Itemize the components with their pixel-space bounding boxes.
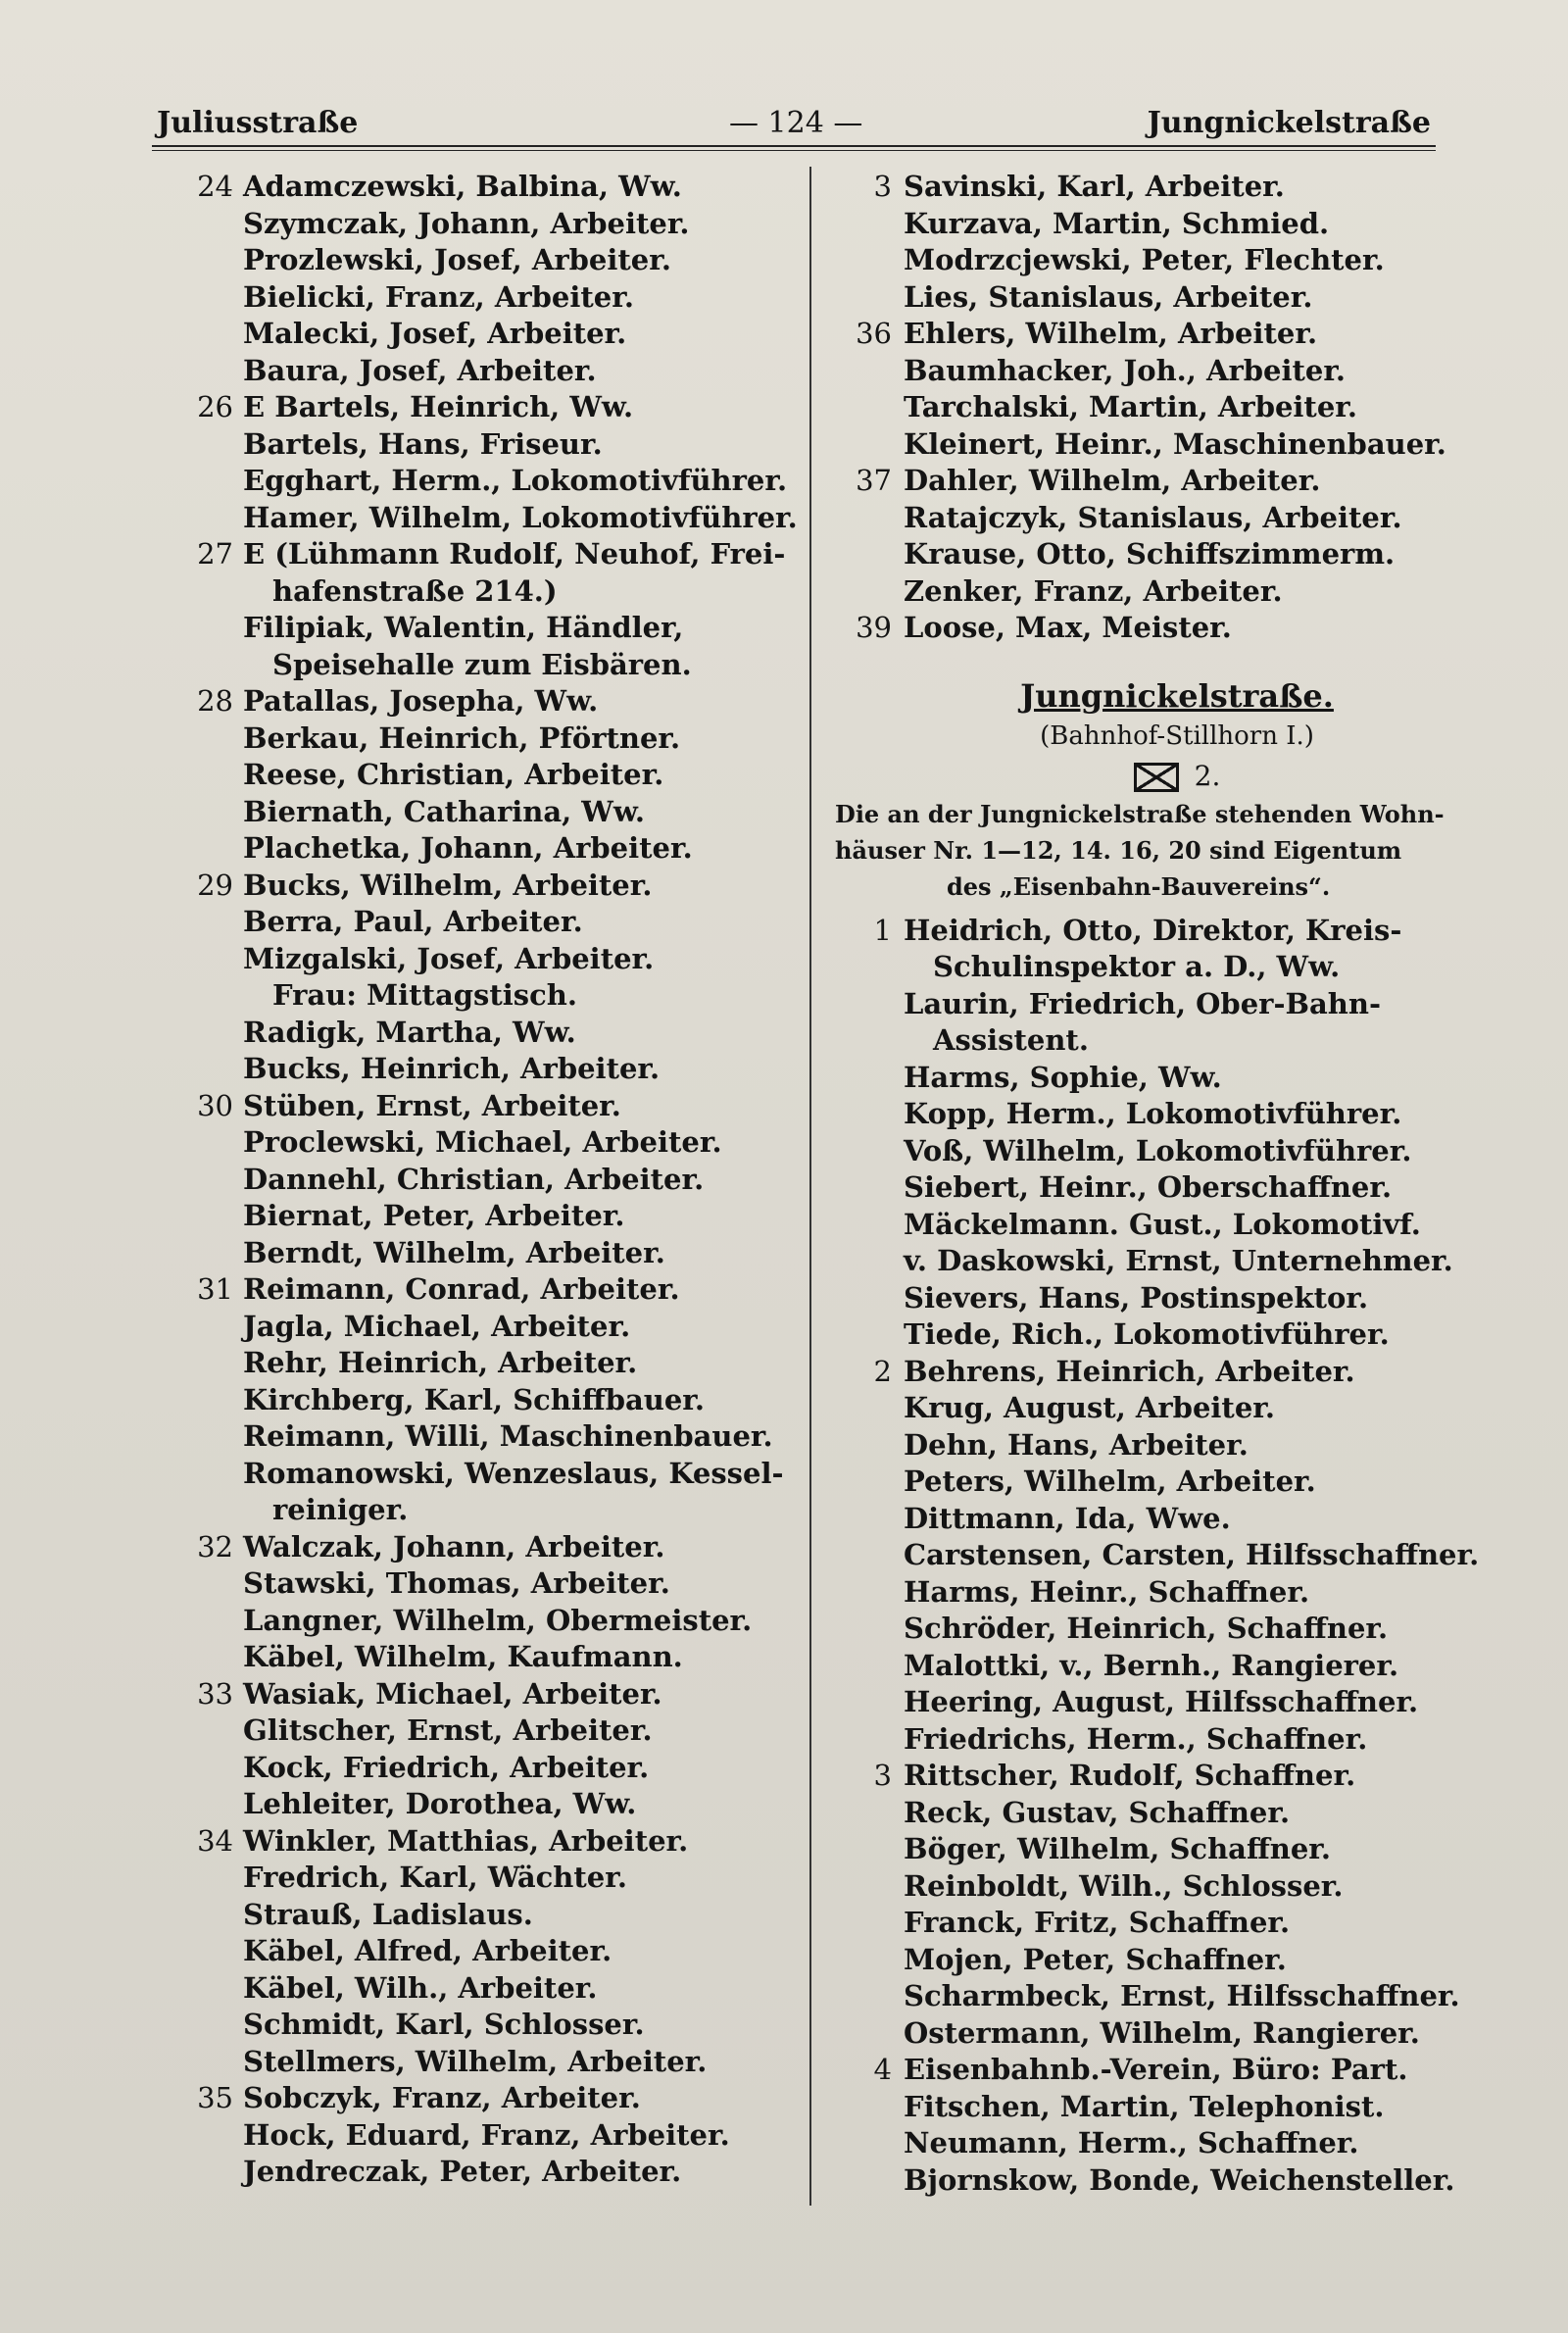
resident-entry: Winkler, Matthias, Arbeiter. [243,1823,689,1858]
directory-entry [829,316,1486,353]
post-district-number: 2. [1194,759,1221,792]
page-number: — 124 — [729,106,863,140]
resident-entry: Rittscher, Rudolf, Schaffner. [904,1759,1356,1792]
directory-entry [147,2154,794,2191]
directory-entry [147,1713,794,1750]
resident-entry: Baura, Josef, Arbeiter. [243,353,597,387]
directory-entry [147,1639,794,1676]
resident-entry: Tiede, Rich., Lokomotivführer. [904,1317,1390,1351]
directory-entry [829,1096,1486,1133]
directory-entry [829,1905,1486,1942]
resident-entry: Dahler, Wilhelm, Arbeiter. [904,464,1321,497]
resident-entry: E (Lühmann Rudolf, Neuhof, Frei- [243,537,786,571]
directory-entry [829,1611,1486,1648]
directory-entry [147,1198,794,1235]
directory-entry [829,463,1486,500]
resident-entry: Radigk, Martha, Ww. [243,1015,576,1049]
directory-entry [147,426,794,464]
house-number: 33 [197,1676,233,1711]
resident-entry: Jendreczak, Peter, Arbeiter. [243,2155,682,2188]
resident-entry: Scharmbeck, Ernst, Hilfsschaffner. [904,1979,1460,2012]
directory-entry [147,1345,794,1382]
resident-entry: Kleinert, Heinr., Maschinenbauer. [904,426,1446,461]
house-number: 4 [873,2053,892,2086]
resident-entry: Dehn, Hans, Arbeiter. [904,1427,1249,1462]
house-number: 3 [873,170,892,203]
directory-entry [829,2015,1486,2053]
directory-entry [829,279,1486,317]
resident-entry: Reimann, Willi, Maschinenbauer. [243,1419,773,1453]
house-number: 34 [197,1823,233,1858]
directory-entry [147,941,794,978]
resident-entry: Sievers, Hans, Postinspektor. [904,1280,1369,1315]
resident-entry: Friedrichs, Herm., Schaffner. [904,1721,1368,1756]
directory-entry [829,1758,1486,1795]
directory-entry [829,986,1486,1023]
directory-entry [147,242,794,279]
directory-entry [147,1124,794,1162]
directory-entry [829,206,1486,243]
resident-entry: Schmidt, Karl, Schlosser. [243,2008,645,2041]
directory-entry [147,463,794,500]
directory-entry [829,1574,1486,1612]
house-number: 39 [856,611,892,644]
directory-entry [147,683,794,720]
resident-entry: Bucks, Wilhelm, Arbeiter. [243,868,653,902]
house-number: 30 [197,1088,233,1122]
directory-entry [147,1860,794,1897]
directory-entry [829,1133,1486,1170]
directory-entry [829,1243,1486,1280]
directory-entry [829,426,1486,464]
resident-entry: Hock, Eduard, Franz, Arbeiter. [243,2117,730,2152]
street-title: Jungnickelstraße. [1020,676,1334,715]
resident-entry: Lies, Stanislaus, Arbeiter. [904,279,1313,314]
resident-entry: Laurin, Friedrich, Ober-Bahn- [904,986,1381,1020]
resident-entry: Harms, Heinr., Schaffner. [904,1574,1310,1609]
directory-entry [147,1015,794,1052]
resident-entry: Plachetka, Johann, Arbeiter. [243,831,693,865]
directory-entry [147,316,794,353]
directory-entry [147,1235,794,1272]
resident-entry: Voß, Wilhelm, Lokomotivführer. [904,1133,1412,1167]
resident-entry: Ratajczyk, Stanislaus, Arbeiter. [904,500,1402,534]
directory-entry [147,2117,794,2155]
right-column [829,169,1486,2199]
resident-entry: Carstensen, Carsten, Hilfsschaffner. [904,1538,1480,1571]
resident-entry: Heidrich, Otto, Direktor, Kreis- [904,913,1402,947]
directory-entry [829,1978,1486,2015]
resident-entry: Loose, Max, Meister. [904,611,1232,644]
resident-entry: Biernath, Catharina, Ww. [243,794,646,828]
resident-entry: Fredrich, Karl, Wächter. [243,1861,627,1894]
resident-entry: Dannehl, Christian, Arbeiter. [243,1162,705,1196]
directory-entry [147,647,794,684]
resident-entry: Glitscher, Ernst, Arbeiter. [243,1713,653,1747]
directory-entry [147,1676,794,1713]
directory-entry [147,610,794,647]
left-column [147,169,798,2191]
directory-entry [147,1162,794,1199]
directory-entry [829,353,1486,390]
resident-entry: Franck, Fritz, Schaffner. [904,1906,1291,1939]
house-number: 32 [197,1529,233,1564]
resident-entry: Szymczak, Johann, Arbeiter. [243,206,690,240]
resident-entry: Bjornskow, Bonde, Weichensteller. [904,2162,1455,2197]
directory-entry [147,1051,794,1088]
resident-entry: Käbel, Alfred, Arbeiter. [243,1934,612,1967]
resident-entry: Hamer, Wilhelm, Lokomotivführer. [243,500,798,534]
directory-entry [829,1684,1486,1721]
directory-entry [829,1648,1486,1685]
resident-entry: Romanowski, Wenzeslaus, Kessel- [243,1456,784,1490]
resident-entry: Assistent. [933,1023,1089,1057]
resident-entry: Berkau, Heinrich, Pförtner. [243,720,681,755]
directory-entry [829,573,1486,611]
resident-entry: Bucks, Heinrich, Arbeiter. [243,1052,661,1085]
house-number: 1 [873,913,892,947]
directory-entry [147,720,794,758]
directory-entry [829,242,1486,279]
resident-entry: v. Daskowski, Ernst, Unternehmer. [904,1244,1453,1277]
directory-entry [147,2007,794,2044]
directory-entry [147,1897,794,1934]
directory-entry [829,1390,1486,1427]
directory-entry [829,1169,1486,1207]
resident-entry: Patallas, Josepha, Ww. [243,684,599,718]
directory-entry [147,1603,794,1640]
resident-entry: Biernat, Peter, Arbeiter. [243,1199,625,1232]
resident-entry: Strauß, Ladislaus. [243,1897,533,1931]
directory-entry [829,1537,1486,1574]
resident-entry: Bielicki, Franz, Arbeiter. [243,279,634,314]
header-rule [152,145,1436,147]
resident-entry: Reimann, Conrad, Arbeiter. [243,1272,680,1306]
directory-entry [147,389,794,426]
directory-entry [829,949,1486,986]
directory-entry [147,1418,794,1456]
resident-entry: Krug, August, Arbeiter. [904,1391,1275,1424]
directory-entry [829,1721,1486,1759]
directory-entry [147,1970,794,2008]
resident-entry: Schulinspektor a. D., Ww. [933,950,1341,983]
resident-entry: Zenker, Franz, Arbeiter. [904,573,1283,608]
directory-entry [147,1309,794,1346]
resident-entry: Mojen, Peter, Schaffner. [904,1942,1287,1976]
resident-entry: Ehlers, Wilhelm, Arbeiter. [904,317,1318,350]
resident-entry: Kirchberg, Karl, Schiffbauer. [243,1382,706,1416]
resident-entry: Böger, Wilhelm, Schaffner. [904,1832,1331,1865]
directory-entry [829,1316,1486,1354]
resident-entry: Kurzava, Martin, Schmied. [904,206,1330,240]
resident-entry: Wasiak, Michael, Arbeiter. [243,1676,662,1711]
resident-entry: Modrzcjewski, Peter, Flechter. [904,243,1385,276]
resident-entry: Fitschen, Martin, Telephonist. [904,2089,1385,2123]
directory-entry [147,1492,794,1529]
house-number: 26 [197,390,233,423]
directory-entry [829,2089,1486,2126]
directory-entry [829,2052,1486,2089]
directory-entry [147,353,794,390]
directory-entry [829,1022,1486,1060]
resident-entry: E Bartels, Heinrich, Ww. [243,390,634,423]
directory-entry [147,904,794,941]
resident-entry: Egghart, Herm., Lokomotivführer. [243,464,788,497]
directory-entry [829,913,1486,950]
resident-entry: Behrens, Heinrich, Arbeiter. [904,1354,1355,1388]
resident-entry: Dittmann, Ida, Wwe. [904,1501,1231,1535]
directory-entry [147,2044,794,2081]
house-number: 28 [197,684,233,718]
street-subtitle: (Bahnhof-Stillhorn I.) [1040,720,1314,751]
directory-entry [147,536,794,573]
resident-entry: Rehr, Heinrich, Arbeiter. [243,1346,638,1379]
directory-entry [147,1529,794,1566]
house-number: 24 [197,170,233,203]
resident-entry: Baumhacker, Joh., Arbeiter. [904,353,1347,387]
directory-entry [147,1933,794,1970]
directory-entry [147,1382,794,1419]
resident-entry: Krause, Otto, Schiffszimmerm. [904,537,1396,571]
right-column-top-list [829,169,1486,647]
directory-entry [147,169,794,206]
section-spacer [829,905,1486,913]
directory-entry [829,1868,1486,1906]
street-note-line: häuser Nr. 1—12, 14. 16, 20 sind Eigentum [835,835,1402,865]
directory-entry [147,830,794,868]
section-spacer [829,647,1486,669]
resident-entry: Stawski, Thomas, Arbeiter. [243,1566,670,1600]
resident-entry: Reese, Christian, Arbeiter. [243,758,664,791]
directory-entry [829,1501,1486,1538]
resident-entry: Malecki, Josef, Arbeiter. [243,317,627,350]
house-number: 36 [856,317,892,350]
directory-entry [147,573,794,611]
house-number: 27 [197,537,233,571]
directory-entry [147,1271,794,1309]
resident-entry: Savinski, Karl, Arbeiter. [904,170,1285,203]
house-number: 3 [873,1759,892,1792]
resident-entry: Adamczewski, Balbina, Ww. [243,170,682,203]
directory-entry [147,2080,794,2117]
directory-entry [147,500,798,537]
resident-entry: Harms, Sophie, Ww. [904,1060,1222,1094]
directory-entry [829,1831,1486,1868]
directory-entry [829,1427,1486,1464]
directory-entry [829,1795,1486,1832]
directory-entry [147,279,794,317]
resident-entry: Kock, Friedrich, Arbeiter. [243,1750,650,1784]
resident-entry: Prozlewski, Josef, Arbeiter. [243,243,671,276]
resident-entry: Käbel, Wilhelm, Kaufmann. [243,1640,683,1673]
directory-entry [147,1786,794,1823]
house-number: 37 [856,464,892,497]
directory-entry [147,1823,794,1861]
resident-entry: hafenstraße 214.) [272,573,558,608]
directory-entry [829,1060,1486,1097]
resident-entry: Walczak, Johann, Arbeiter. [243,1529,665,1564]
house-number: 2 [873,1354,892,1388]
directory-entry [829,536,1486,573]
directory-entry [147,1565,794,1603]
resident-entry: Frau: Mittagstisch. [272,978,577,1012]
directory-entry [147,206,794,243]
directory-entry [147,1750,794,1787]
resident-entry: Stüben, Ernst, Arbeiter. [243,1088,621,1122]
directory-entry [829,2125,1486,2162]
directory-entry [829,610,1486,647]
resident-entry: Sobczyk, Franz, Arbeiter. [243,2081,641,2114]
resident-entry: Schröder, Heinrich, Schaffner. [904,1612,1389,1645]
house-number: 35 [197,2081,233,2114]
directory-entry [829,1464,1486,1501]
column-divider [809,167,811,2206]
header-left-street: Juliusstraße [157,106,359,140]
resident-entry: Heering, August, Hilfsschaffner. [904,1685,1419,1718]
directory-entry [147,1456,794,1493]
directory-entry [147,868,794,905]
right-column-bottom-list [829,913,1486,2200]
resident-entry: Reck, Gustav, Schaffner. [904,1795,1291,1829]
directory-entry [147,757,794,794]
header-right-street: Jungnickelstraße [1147,106,1431,140]
directory-entry [829,169,1486,206]
resident-entry: Berndt, Wilhelm, Arbeiter. [243,1235,665,1269]
directory-entry [829,1280,1486,1317]
directory-entry [829,1942,1486,1979]
street-note-line: des „Eisenbahn-Bauvereins“. [947,871,1331,901]
resident-entry: Proclewski, Michael, Arbeiter. [243,1125,722,1159]
directory-entry [829,1207,1486,1244]
header-rule-thin [152,150,1436,151]
resident-entry: Mäckelmann. Gust., Lokomotivf. [904,1207,1421,1241]
page-header [157,106,1431,149]
resident-entry: Speisehalle zum Eisbären. [272,647,692,681]
resident-entry: Eisenbahnb.-Verein, Büro: Part. [904,2053,1408,2086]
directory-entry [147,977,794,1015]
resident-entry: Peters, Wilhelm, Arbeiter. [904,1464,1316,1498]
resident-entry: Bartels, Hans, Friseur. [243,426,603,461]
resident-entry: Langner, Wilhelm, Obermeister. [243,1603,753,1637]
resident-entry: Siebert, Heinr., Oberschaffner. [904,1170,1393,1204]
resident-entry: Filipiak, Walentin, Händler, [243,611,684,644]
directory-entry [147,1088,794,1125]
envelope-icon [1134,763,1179,792]
resident-entry: Jagla, Michael, Arbeiter. [243,1309,631,1343]
street-note-line: Die an der Jungnickelstraße stehenden Wohn- [835,799,1445,828]
resident-entry: Reinboldt, Wilh., Schlosser. [904,1868,1344,1903]
resident-entry: Malottki, v., Bernh., Rangierer. [904,1648,1399,1682]
house-number: 29 [197,868,233,902]
resident-entry: Lehleiter, Dorothea, Ww. [243,1787,637,1820]
post-district [829,757,1486,796]
resident-entry: Tarchalski, Martin, Arbeiter. [904,390,1357,423]
resident-entry: Kopp, Herm., Lokomotivführer. [904,1097,1402,1130]
directory-entry [829,2162,1486,2200]
resident-entry: Neumann, Herm., Schaffner. [904,2126,1359,2159]
resident-entry: Ostermann, Wilhelm, Rangierer. [904,2015,1420,2050]
house-number: 31 [197,1272,233,1306]
resident-entry: reiniger. [272,1493,409,1526]
directory-entry [147,794,794,831]
directory-entry [829,500,1486,537]
directory-entry [829,389,1486,426]
directory-entry [829,1354,1486,1391]
resident-entry: Stellmers, Wilhelm, Arbeiter. [243,2044,708,2078]
resident-entry: Käbel, Wilh., Arbeiter. [243,1970,598,2005]
resident-entry: Berra, Paul, Arbeiter. [243,905,583,938]
resident-entry: Mizgalski, Josef, Arbeiter. [243,941,655,975]
